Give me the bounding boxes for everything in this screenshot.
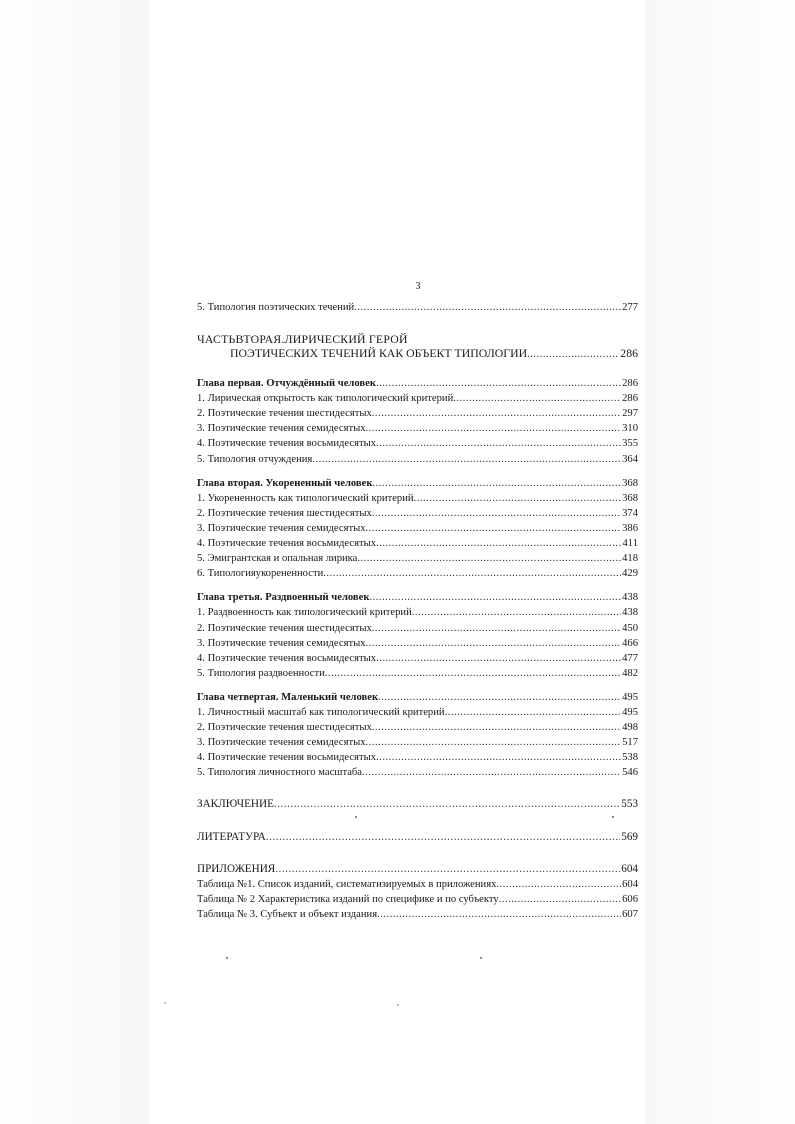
part-title-line2: ПОЭТИЧЕСКИХ ТЕЧЕНИЙ КАК ОБЪЕКТ ТИПОЛОГИИ bbox=[230, 346, 528, 361]
dot-leader bbox=[312, 452, 621, 467]
toc-entry bbox=[197, 436, 638, 451]
toc-entry-label: 5. Эмигрантская и опальная лирика bbox=[197, 553, 358, 565]
dot-leader bbox=[369, 590, 621, 605]
toc-entry-page: 368 bbox=[622, 492, 638, 504]
toc-entry-label: 2. Поэтические течения шестидесятых bbox=[197, 622, 372, 634]
dot-leader bbox=[325, 666, 621, 681]
toc-entry bbox=[197, 452, 638, 467]
scan-margin-right bbox=[645, 0, 795, 1124]
toc-entry-page: 477 bbox=[622, 652, 638, 664]
part-title-line2-row bbox=[197, 346, 638, 362]
chapter-heading bbox=[197, 476, 638, 491]
toc-entry-page: 450 bbox=[622, 622, 638, 634]
toc-entry-page: 364 bbox=[622, 453, 638, 465]
dot-leader bbox=[372, 406, 621, 421]
scan-speck bbox=[480, 957, 482, 959]
toc-entry-page: 286 bbox=[622, 393, 638, 405]
dot-leader bbox=[499, 892, 621, 907]
dot-leader bbox=[372, 621, 621, 636]
chapter-page: 495 bbox=[622, 691, 638, 703]
toc-entry-page: 310 bbox=[622, 423, 638, 435]
toc-entry-page: 495 bbox=[622, 706, 638, 718]
toc-entry-label: 5. Типология поэтических течений bbox=[197, 302, 355, 313]
part-heading bbox=[197, 332, 638, 362]
dot-leader bbox=[275, 862, 620, 877]
toc-entry-label: 3. Поэтические течения семидесятых bbox=[197, 737, 366, 749]
toc-entry-literature bbox=[197, 830, 638, 845]
toc-entry-label: 3. Поэтические течения семидесятых bbox=[197, 637, 366, 649]
dot-leader bbox=[372, 506, 621, 521]
dot-leader bbox=[357, 551, 621, 566]
toc-entry bbox=[197, 605, 638, 620]
toc-entry bbox=[197, 877, 638, 892]
toc-entry bbox=[197, 765, 638, 780]
dot-leader bbox=[372, 720, 621, 735]
toc-entry bbox=[197, 621, 638, 636]
dot-leader bbox=[366, 735, 622, 750]
toc-entry bbox=[197, 421, 638, 436]
toc-entry-label: 4. Поэтические течения восьмидесятых bbox=[197, 438, 377, 450]
scan-speck bbox=[355, 816, 357, 818]
table-of-contents bbox=[197, 300, 638, 922]
chapter-title: Глава первая. Отчуждённый человек bbox=[197, 378, 376, 390]
chapter-heading bbox=[197, 590, 638, 605]
chapter-heading bbox=[197, 690, 638, 705]
toc-entry-page: 553 bbox=[621, 798, 638, 811]
toc-entry-page: 498 bbox=[622, 722, 638, 734]
toc-entry-label: ПРИЛОЖЕНИЯ bbox=[197, 862, 276, 875]
dot-leader bbox=[414, 491, 622, 506]
dot-leader bbox=[527, 348, 619, 362]
toc-entry-page: 297 bbox=[622, 408, 638, 420]
toc-entry-page: 418 bbox=[622, 553, 638, 565]
scan-margin-left bbox=[0, 0, 150, 1124]
toc-entry bbox=[197, 391, 638, 406]
toc-entry-label: 1. Личностный масштаб как типологический критерий bbox=[197, 706, 445, 718]
toc-entry-page: 538 bbox=[622, 752, 638, 764]
dot-leader bbox=[496, 877, 621, 892]
toc-entry bbox=[197, 536, 638, 551]
chapter-title: Глава вторая. Укорененный человек bbox=[197, 477, 373, 489]
toc-entry-label: 2. Поэтические течения шестидесятых bbox=[197, 722, 372, 734]
toc-entry-appendices bbox=[197, 862, 638, 877]
part-page: 286 bbox=[620, 346, 638, 361]
dot-leader bbox=[372, 476, 621, 491]
toc-entry-page: 355 bbox=[622, 438, 638, 450]
dot-leader bbox=[366, 521, 622, 536]
toc-entry-label: 3. Поэтические течения семидесятых bbox=[197, 522, 366, 534]
chapter-page: 438 bbox=[622, 592, 638, 604]
dot-leader bbox=[376, 436, 621, 451]
toc-entry bbox=[197, 720, 638, 735]
toc-entry bbox=[197, 666, 638, 681]
toc-entry-label: 3. Поэтические течения семидесятых bbox=[197, 423, 366, 435]
dot-leader bbox=[354, 300, 621, 315]
toc-entry bbox=[197, 491, 638, 506]
toc-entry-label: Таблица №1. Список изданий, систематизируемых в приложениях bbox=[197, 878, 497, 890]
toc-entry bbox=[197, 551, 638, 566]
toc-entry-page: 386 bbox=[622, 522, 638, 534]
toc-entry-page: 546 bbox=[622, 767, 638, 779]
toc-entry bbox=[197, 506, 638, 521]
chapter-page: 368 bbox=[622, 477, 638, 489]
toc-entry-label: 5. Типология личностного масштаба bbox=[197, 767, 362, 779]
chapter-title: Глава четвертая. Маленький человек bbox=[197, 691, 379, 703]
toc-entry-label: 4. Поэтические течения восьмидесятых bbox=[197, 538, 377, 550]
toc-entry-conclusion bbox=[197, 797, 638, 812]
toc-entry-label: 4. Поэтические течения восьмидесятых bbox=[197, 652, 377, 664]
toc-entry-page: 604 bbox=[621, 862, 638, 875]
toc-entry-label: 1. Раздвоенность как типологический критерий bbox=[197, 607, 412, 619]
dot-leader bbox=[445, 705, 622, 720]
toc-entry bbox=[197, 651, 638, 666]
dot-leader bbox=[366, 636, 622, 651]
toc-entry bbox=[197, 406, 638, 421]
toc-entry-label: 1. Укорененность как типологический критерий bbox=[197, 492, 414, 504]
page-number: 3 bbox=[415, 281, 421, 292]
scan-speck bbox=[164, 1002, 166, 1004]
toc-entry-page: 438 bbox=[622, 607, 638, 619]
toc-entry-label: ЛИТЕРАТУРА bbox=[197, 830, 266, 843]
toc-entry bbox=[197, 907, 638, 922]
toc-entry-page: 429 bbox=[622, 568, 638, 580]
dot-leader bbox=[376, 376, 621, 391]
chapter-title: Глава третья. Раздвоенный человек bbox=[197, 592, 370, 604]
toc-entry-page: 277 bbox=[622, 302, 638, 313]
toc-entry-label: 6. Типологияукорененности bbox=[197, 568, 324, 580]
dot-leader bbox=[412, 605, 621, 620]
dot-leader bbox=[377, 907, 621, 922]
dot-leader bbox=[266, 830, 620, 845]
toc-entry-page: 607 bbox=[622, 908, 638, 920]
toc-entry-label: ЗАКЛЮЧЕНИЕ bbox=[197, 798, 274, 811]
dot-leader bbox=[376, 651, 621, 666]
toc-entry-label: Таблица № 3. Субъект и объект издания bbox=[197, 908, 378, 920]
toc-entry bbox=[197, 750, 638, 765]
dot-leader bbox=[376, 750, 621, 765]
dot-leader bbox=[453, 391, 621, 406]
dot-leader bbox=[362, 765, 621, 780]
toc-entry-page: 482 bbox=[622, 667, 638, 679]
toc-entry-label: 2. Поэтические течения шестидесятых bbox=[197, 507, 372, 519]
scan-speck bbox=[612, 816, 614, 818]
toc-entry bbox=[197, 892, 638, 907]
toc-entry-page: 411 bbox=[622, 538, 638, 550]
toc-entry-label: 1. Лирическая открытость как типологический критерий bbox=[197, 393, 454, 405]
dot-leader bbox=[323, 566, 621, 581]
toc-entry-page: 466 bbox=[622, 637, 638, 649]
toc-entry bbox=[197, 705, 638, 720]
scan-speck bbox=[397, 1004, 399, 1006]
toc-entry bbox=[197, 636, 638, 651]
toc-entry-page: 517 bbox=[622, 737, 638, 749]
toc-entry-page: 604 bbox=[622, 878, 638, 890]
scan-speck bbox=[226, 957, 228, 959]
chapter-page: 286 bbox=[622, 378, 638, 390]
dot-leader bbox=[376, 536, 621, 551]
toc-entry-top bbox=[197, 300, 638, 315]
toc-entry-label: 2. Поэтические течения шестидесятых bbox=[197, 408, 372, 420]
toc-entry-page: 569 bbox=[621, 830, 638, 843]
toc-entry-page: 374 bbox=[622, 507, 638, 519]
toc-entry bbox=[197, 521, 638, 536]
toc-entry bbox=[197, 735, 638, 750]
dot-leader bbox=[378, 690, 621, 705]
part-title-line1: ЧАСТЬВТОРАЯ.ЛИРИЧЕСКИЙ ГЕРОЙ bbox=[197, 332, 408, 347]
toc-entry-label: 5. Типология раздвоенности bbox=[197, 667, 325, 679]
toc-entry-label: 5. Типология отчуждения bbox=[197, 453, 313, 465]
toc-entry-label: 4. Поэтические течения восьмидесятых bbox=[197, 752, 377, 764]
dot-leader bbox=[366, 421, 622, 436]
dot-leader bbox=[274, 797, 620, 812]
toc-entry-label: Таблица № 2 Характеристика изданий по специфике и по субъекту bbox=[197, 893, 499, 905]
toc-entry-page: 606 bbox=[622, 893, 638, 905]
toc-entry bbox=[197, 566, 638, 581]
chapter-heading bbox=[197, 376, 638, 391]
